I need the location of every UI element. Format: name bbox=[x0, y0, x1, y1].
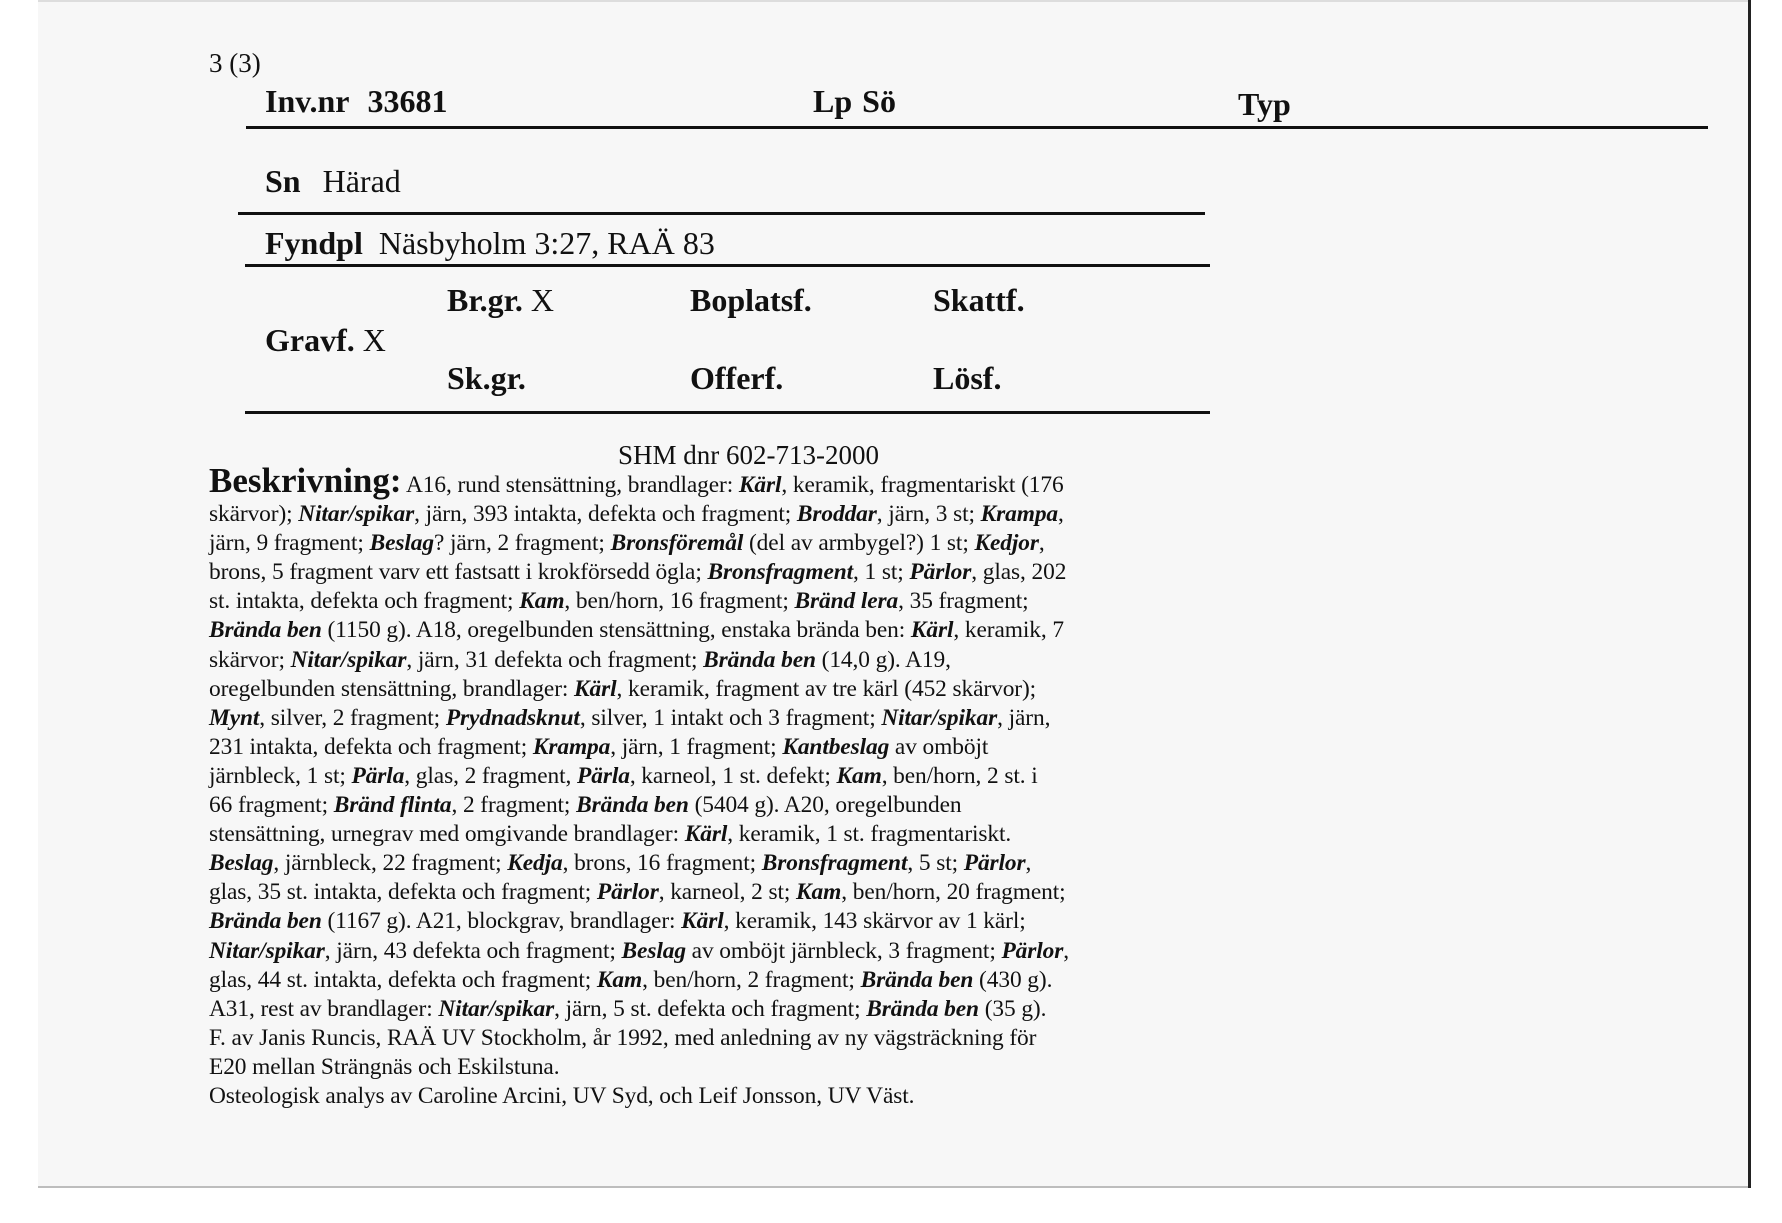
categories-rule bbox=[245, 411, 1210, 414]
find-category: Kärl bbox=[738, 472, 782, 498]
description-line bbox=[209, 587, 1199, 616]
description-line bbox=[209, 616, 1199, 645]
header-rule bbox=[246, 126, 1708, 129]
description-segment: , glas, 202 bbox=[971, 559, 1067, 586]
description-segment: , karneol, 2 st; bbox=[658, 879, 797, 906]
description-line bbox=[209, 849, 1199, 878]
find-category: Bronsföremål bbox=[610, 530, 744, 557]
find-category: Brända ben bbox=[576, 792, 689, 819]
description-segment: , bbox=[1058, 501, 1064, 528]
boplatsf-label: Boplatsf. bbox=[690, 282, 812, 318]
description-segment: skärvor); bbox=[209, 501, 299, 528]
description-segment: , järn, 43 defekta och fragment; bbox=[324, 937, 622, 964]
lp bbox=[813, 83, 896, 120]
description-segment: , keramik, 1 st. fragmentariskt. bbox=[727, 821, 1012, 848]
description-line bbox=[209, 1082, 1199, 1111]
offerf-label: Offerf. bbox=[690, 360, 784, 396]
description-segment: , ben/horn, 2 fragment; bbox=[642, 966, 861, 993]
typ-label: Typ bbox=[1238, 86, 1291, 122]
find-category: Kedjor bbox=[974, 530, 1039, 557]
gravf-field bbox=[265, 322, 386, 359]
description-line bbox=[209, 1053, 1199, 1082]
description-segment: , järn, 393 intakta, defekta och fragment; bbox=[414, 501, 797, 528]
description-segment: A16, rund stensättning, brandlager: bbox=[401, 472, 739, 498]
find-category: Pärla bbox=[577, 762, 630, 789]
description-segment: Osteologisk analys av Caroline Arcini, UV Syd, och Leif Jonsson, UV Väst. bbox=[209, 1082, 915, 1109]
find-category: Bronsfragment bbox=[761, 850, 908, 877]
brgr-mark: X bbox=[530, 282, 554, 318]
gravf-mark: X bbox=[362, 322, 386, 358]
description-segment: oregelbunden stensättning, brandlager: bbox=[209, 675, 575, 702]
description-label: Beskrivning: bbox=[209, 461, 402, 500]
find-category: Kärl bbox=[574, 675, 617, 702]
description-segment: , ben/horn, 16 fragment; bbox=[564, 588, 795, 615]
find-category: Pärlor bbox=[1001, 937, 1064, 964]
description-line bbox=[209, 461, 1199, 500]
find-category: Nitar/spikar bbox=[881, 704, 998, 731]
description-segment: (1167 g). A21, blockgrav, brandlager: bbox=[321, 908, 682, 935]
find-category: Brända ben bbox=[209, 908, 322, 935]
description-segment: , järnbleck, 22 fragment; bbox=[273, 850, 508, 877]
description bbox=[209, 461, 1199, 1111]
skgr-label: Sk.gr. bbox=[447, 360, 526, 396]
description-segment: st. intakta, defekta och fragment; bbox=[209, 588, 520, 615]
inv-nr-label: Inv.nr bbox=[265, 83, 350, 119]
description-segment: stensättning, urnegrav med omgivande brandlager: bbox=[209, 821, 685, 848]
find-category: Pärlor bbox=[909, 559, 972, 586]
description-segment: , järn, 31 defekta och fragment; bbox=[406, 646, 704, 673]
fyndpl-value: Näsbyholm 3:27, RAÄ 83 bbox=[378, 225, 715, 261]
description-segment: 66 fragment; bbox=[209, 792, 334, 819]
find-category: Kam bbox=[796, 879, 842, 906]
losf-field bbox=[933, 360, 1001, 397]
find-category: Broddar bbox=[796, 501, 877, 528]
description-segment: , ben/horn, 20 fragment; bbox=[841, 879, 1066, 906]
description-segment: , bbox=[1063, 937, 1070, 964]
description-text bbox=[209, 461, 1199, 1111]
find-category: Nitar/spikar bbox=[438, 995, 555, 1022]
find-category: Bronsfragment bbox=[707, 559, 854, 586]
description-segment: , järn, 1 fragment; bbox=[610, 733, 783, 760]
brgr-label: Br.gr. bbox=[447, 282, 523, 318]
shm-dnr: SHM dnr 602-713-2000 bbox=[618, 440, 879, 470]
description-segment: F. av Janis Runcis, RAÄ UV Stockholm, år 1992, med anledning av ny vägsträckning för bbox=[209, 1024, 1037, 1051]
lp-value: Sö bbox=[862, 83, 896, 119]
lp-label: Lp bbox=[813, 83, 853, 119]
description-segment: , järn, 5 st. defekta och fragment; bbox=[554, 995, 867, 1022]
description-segment: , järn, 3 st; bbox=[876, 501, 981, 528]
brgr-field bbox=[447, 282, 554, 319]
description-segment: 231 intakta, defekta och fragment; bbox=[209, 733, 533, 760]
fyndpl-label: Fyndpl bbox=[265, 225, 363, 261]
description-line bbox=[209, 500, 1199, 529]
find-category: Kam bbox=[519, 588, 565, 615]
find-category: Nitar/spikar bbox=[209, 937, 325, 964]
description-line bbox=[209, 937, 1199, 966]
losf-label: Lösf. bbox=[933, 360, 1002, 396]
description-segment: , silver, 1 intakt och 3 fragment; bbox=[579, 704, 882, 731]
find-category: Nitar/spikar bbox=[290, 646, 407, 673]
description-segment: av omböjt bbox=[889, 733, 989, 760]
find-category: Krampa bbox=[532, 733, 611, 760]
description-segment: , silver, 2 fragment; bbox=[259, 704, 446, 731]
find-category: Prydnadsknut bbox=[445, 704, 580, 731]
description-segment: , 5 st; bbox=[907, 850, 964, 877]
find-category: Kärl bbox=[681, 908, 724, 935]
find-category: Pärlor bbox=[596, 879, 659, 906]
description-line bbox=[209, 558, 1199, 587]
description-segment: (35 g). bbox=[978, 995, 1047, 1022]
find-category: Brända ben bbox=[703, 646, 816, 673]
description-segment: skärvor; bbox=[209, 646, 291, 673]
find-category: Beslag bbox=[369, 530, 434, 557]
description-segment: (5404 g). A20, oregelbunden bbox=[688, 792, 962, 819]
description-segment: järnbleck, 1 st; bbox=[209, 762, 352, 789]
find-category: Pärlor bbox=[963, 850, 1026, 877]
description-line bbox=[209, 762, 1199, 791]
find-category: Kantbeslag bbox=[782, 733, 890, 760]
description-line bbox=[209, 820, 1199, 849]
skattf-label: Skattf. bbox=[933, 282, 1025, 318]
find-category: Nitar/spikar bbox=[298, 501, 415, 528]
description-line bbox=[209, 878, 1199, 907]
description-segment: av omböjt järnbleck, 3 fragment; bbox=[685, 937, 1002, 964]
find-category: Brända ben bbox=[860, 966, 974, 993]
description-segment: , brons, 16 fragment; bbox=[562, 850, 762, 877]
skgr-field bbox=[447, 360, 526, 397]
description-segment: , ben/horn, 2 st. i bbox=[881, 762, 1038, 789]
description-segment: glas, 35 st. intakta, defekta och fragment; bbox=[209, 879, 597, 906]
description-segment: (1150 g). A18, oregelbunden stensättning, enstaka brända ben: bbox=[321, 617, 911, 644]
find-category: Pärla bbox=[351, 762, 405, 789]
description-segment: E20 mellan Strängnäs och Eskilstuna. bbox=[209, 1053, 560, 1080]
card-top-edge bbox=[38, 0, 1748, 2]
description-line bbox=[209, 995, 1199, 1024]
description-segment: , glas, 2 fragment, bbox=[404, 762, 578, 789]
find-category: Kam bbox=[596, 966, 643, 993]
find-category: Beslag bbox=[621, 937, 686, 964]
find-category: Kärl bbox=[684, 821, 728, 848]
find-category: Beslag bbox=[209, 850, 274, 877]
description-segment: , keramik, 7 bbox=[953, 617, 1064, 644]
description-line bbox=[209, 646, 1199, 675]
description-segment: (430 g). bbox=[973, 966, 1053, 993]
description-line bbox=[209, 675, 1199, 704]
description-segment: , keramik, fragment av tre kärl (452 skärvor); bbox=[616, 675, 1037, 702]
sn-rule bbox=[238, 212, 1205, 215]
page-number: 3 (3) bbox=[209, 48, 261, 78]
description-segment: , järn, bbox=[997, 704, 1051, 731]
find-category: Brända ben bbox=[866, 995, 979, 1022]
boplatsf-field bbox=[690, 282, 812, 319]
description-segment: (14,0 g). A19, bbox=[815, 646, 951, 673]
sn-value: Härad bbox=[322, 163, 401, 199]
sn-row bbox=[265, 163, 401, 200]
description-segment: , 1 st; bbox=[853, 559, 910, 586]
description-segment: , karneol, 1 st. defekt; bbox=[629, 762, 837, 789]
find-category: Kärl bbox=[910, 617, 954, 644]
fyndpl-row bbox=[265, 225, 715, 262]
find-category: Krampa bbox=[980, 501, 1059, 528]
description-line bbox=[209, 733, 1199, 762]
description-segment: , keramik, 143 skärvor av 1 kärl; bbox=[723, 908, 1026, 935]
sn-label: Sn bbox=[265, 163, 301, 199]
find-category: Bränd flinta bbox=[333, 792, 452, 819]
description-segment: ? järn, 2 fragment; bbox=[433, 530, 611, 557]
offerf-field bbox=[690, 360, 783, 397]
description-segment: (del av armbygel?) 1 st; bbox=[743, 530, 975, 557]
description-line bbox=[209, 1024, 1199, 1053]
description-line bbox=[209, 907, 1199, 936]
description-line bbox=[209, 791, 1199, 820]
description-segment: , 35 fragment; bbox=[898, 588, 1029, 615]
description-segment: , keramik, fragmentariskt (176 bbox=[781, 472, 1064, 498]
description-segment: , 2 fragment; bbox=[451, 792, 577, 819]
description-segment: , bbox=[1038, 530, 1045, 557]
skattf-field bbox=[933, 282, 1025, 319]
description-segment: A31, rest av brandlager: bbox=[209, 995, 439, 1022]
inv-nr-value: 33681 bbox=[367, 83, 448, 119]
find-category: Kam bbox=[836, 762, 882, 789]
find-category: Bränd lera bbox=[794, 588, 899, 615]
find-category: Brända ben bbox=[209, 617, 322, 644]
inv-nr bbox=[265, 83, 447, 120]
gravf-label: Gravf. bbox=[265, 322, 355, 358]
description-segment: glas, 44 st. intakta, defekta och fragment; bbox=[209, 966, 597, 993]
description-line bbox=[209, 966, 1199, 995]
find-category: Mynt bbox=[209, 704, 260, 731]
description-segment: järn, 9 fragment; bbox=[209, 530, 370, 557]
fyndpl-rule bbox=[245, 264, 1210, 267]
description-segment: brons, 5 fragment varv ett fastsatt i krokförsedd ögla; bbox=[209, 559, 708, 586]
description-line bbox=[209, 704, 1199, 733]
description-segment: , bbox=[1025, 850, 1032, 877]
find-category: Kedja bbox=[507, 850, 563, 877]
description-line bbox=[209, 529, 1199, 558]
